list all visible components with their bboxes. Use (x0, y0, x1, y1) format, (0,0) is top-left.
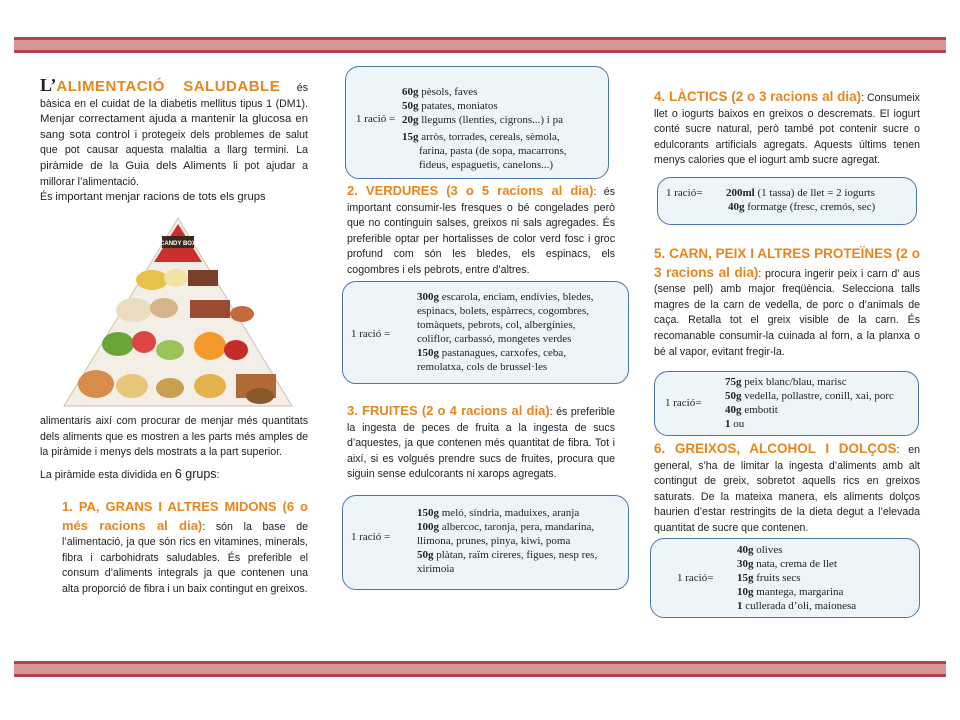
section-3-fruits (347, 402, 615, 483)
intro-text-3: li pot ajudar a millorar l’alimentació. (40, 159, 308, 188)
serving-label: 1 ració= (665, 397, 702, 409)
serving-item: tomàquets, pebrots, col, albergínies, (417, 319, 576, 331)
serving-label: 1 ració = (351, 328, 391, 340)
bottom-decorative-band (14, 661, 946, 677)
serving-item: 100g albercoc, taronja, pera, mandarina, (417, 521, 595, 533)
section-2-paragraph (347, 182, 615, 279)
intro-initial: L’ (40, 75, 57, 95)
section-4-paragraph (654, 88, 920, 169)
section-4-title: 4. LÀCTICS (2 o 3 racions al dia) (654, 89, 862, 104)
section-5-body: : procura ingerir peix i carn d’ aus (sense pell) amb major freqüència. Selecciona talls magres de la carn de vedella, de porc o d’animals de caça. Retalla tot el greix visible de la carn. És recomanable consumir-la cuinada al forn, a la planxa o bé al vapor, evitant fregir-la. (654, 267, 920, 358)
serving-item: 200ml (1 tassa) de llet = 2 iogurts (726, 187, 875, 199)
section-3-title: 3. FRUITES (2 o 4 racions al dia) (347, 403, 550, 418)
section-1-title: 1. PA, GRANS I ALTRES MIDONS (6 o més racions al dia) (62, 499, 308, 533)
groups-colon: : (216, 468, 220, 481)
section-1-body: : són la base de l’alimentació, ja que són rics en vitamines, minerals, fibra i carbohidrats saludables. És preferible el consum d’aliments integrals ja que contenen una alta proporció de fibra i un baix contingut en greixos. (62, 520, 308, 595)
section-5-paragraph (654, 245, 920, 360)
serving-item: 60g pèsols, faves (402, 86, 478, 98)
serving-item: fideus, espaguetis, canelons...) (419, 159, 554, 171)
intro-text-2: i protegeix dels problemes de salut que pot causar aquesta malaltia a llarg termini. La (40, 128, 308, 157)
serving-item: 10g mantega, margarina (737, 586, 844, 598)
serving-item: 50g patates, moniatos (402, 100, 498, 112)
section-2-title: 2. VERDURES (3 o 5 racions al dia) (347, 183, 594, 198)
serving-item: espinacs, bolets, espàrrecs, cogombres, (417, 305, 589, 317)
serving-item: 1 cullerada d’oli, maionesa (737, 600, 857, 612)
section-4-dairy (654, 88, 920, 169)
column-intro (40, 75, 308, 206)
serving-item: 15g fruits secs (737, 572, 801, 584)
serving-item: remolatxa, cols de brussel·les (417, 361, 548, 373)
serving-item: coliflor, carbassó, mongetes verdes (417, 333, 572, 345)
serving-items (417, 290, 594, 374)
intro-paragraph (40, 75, 308, 190)
intro-title: ALIMENTACIÓ SALUDABLE (56, 78, 281, 95)
section-3-paragraph (347, 402, 615, 483)
serving-label: 1 ració= (666, 187, 703, 199)
intro-paragraph-2 (40, 190, 308, 206)
pyramid-candy-label: CANDY BOX (160, 241, 196, 247)
serving-label: 1 ració = (356, 113, 396, 125)
serving-label: 1 ració= (677, 572, 714, 584)
serving-items (725, 375, 894, 431)
serving-item: xirimoia (417, 563, 455, 575)
serving-item: 20g llegums (llenties, cigrons...) i pa (402, 114, 563, 126)
serving-box-bread (345, 66, 609, 179)
serving-item: 40g formatge (fresc, cremós, sec) (728, 201, 876, 213)
section-2-vegetables (347, 182, 615, 279)
section-2-body: : és important consumir-les fresques o bé congelades però que no continguin salses, greixos ni sals agregades. És preferible optar per hortalisses de color verd fosc i groc profund com són les bledes, els espinacs, els cogombres i els pebrots, entre d’altres. (347, 186, 615, 276)
serving-item: 40g embotit (725, 404, 778, 416)
intro-text-bold-1: Menjar correctament ajuda a mantenir la glucosa en sang sota control (40, 113, 308, 141)
serving-item: 150g pastanagues, carxofes, ceba, (417, 347, 567, 359)
serving-items (417, 506, 597, 576)
intro-text-bold-2: piràmide de la Guia dels Aliments (40, 159, 227, 172)
intro-p2-text: És (40, 191, 56, 204)
food-pyramid-image (60, 214, 296, 410)
serving-item: 1 ou (725, 418, 745, 430)
top-decorative-band (14, 37, 946, 53)
serving-items (402, 85, 567, 172)
serving-item: 50g plàtan, raïm cireres, figues, nesp res, (417, 549, 598, 561)
serving-box-fats (650, 538, 920, 618)
serving-item: 75g peix blanc/blau, marisc (725, 376, 847, 388)
serving-box-vegetables (342, 281, 629, 384)
column-intro-continued (40, 414, 308, 483)
section-3-body: : és preferible la ingesta de peces de fruita a la ingesta de sucs d’aquestes, ja que contenen més quantitat de fibra. Tot i així, si es volgués prendre sucs de fruites, procura que siguin sense edulcorants ni xarops agregats. (347, 406, 615, 481)
section-6-body: : en general, s’ha de limitar la ingesta d’aliments amb alt contingut de greix, sobretot aquells rics en greixos saturats. De la mateixa manera, els aliments dolços haurien d’estar restringits de la dieta degut a l’elevada quantitat de sucre que contenen. (654, 444, 920, 534)
serving-item: 15g arròs, torrades, cereals, sèmola, (402, 131, 560, 143)
groups-count: 6 grups (174, 466, 217, 481)
serving-item: 30g nata, crema de llet (737, 558, 837, 570)
section-1-bread (62, 498, 308, 598)
serving-label: 1 ració = (351, 531, 391, 543)
section-5-title: 5. CARN, PEIX I ALTRES PROTEÏNES (2 o 3 racions al dia) (654, 246, 920, 280)
groups-text: La piràmide esta dividida en (40, 468, 175, 481)
section-6-title: 6. GREIXOS, ALCOHOL I DOLÇOS (654, 441, 897, 456)
serving-item: llimona, prunes, pinya, kiwi, poma (417, 535, 571, 547)
intro-text-1: és bàsica en el cuidat de la diabetis mellitus tipus 1 (DM1). (40, 82, 308, 110)
groups-intro (40, 467, 308, 484)
section-6-fats (654, 440, 920, 537)
section-1-paragraph (62, 498, 308, 598)
serving-item: farina, pasta (de sopa, macarrons, (419, 145, 567, 157)
serving-item: 150g meló, síndria, maduixes, aranja (417, 507, 580, 519)
serving-items (726, 186, 875, 214)
section-5-protein (654, 245, 920, 360)
serving-item: 300g escarola, enciam, endívies, bledes, (417, 291, 594, 303)
serving-items (737, 543, 856, 613)
serving-box-dairy (657, 177, 917, 225)
pyramid-explanation: alimentaris així com procurar de menjar més quantitats dels aliments que es mostren a les parts més amples de la piràmide i menys dels mostrats a la part superior. (40, 415, 308, 459)
serving-item: 40g olives (737, 544, 783, 556)
serving-box-protein (654, 371, 919, 436)
serving-box-fruits (342, 495, 629, 590)
intro-p2-bold: important menjar racions de tots els grups (55, 191, 266, 204)
serving-item: 50g vedella, pollastre, conill, xai, porc (725, 390, 894, 402)
section-6-paragraph (654, 440, 920, 537)
section-4-body: : Consumeix llet o iogurts baixos en greixos o descremats. El iogurt conté sucre natural, però també pot contenir sucre o edulcorants artificials agregats. Aquests últims tenen menys calories que el iogurt amb sucre agregat. (654, 92, 920, 167)
